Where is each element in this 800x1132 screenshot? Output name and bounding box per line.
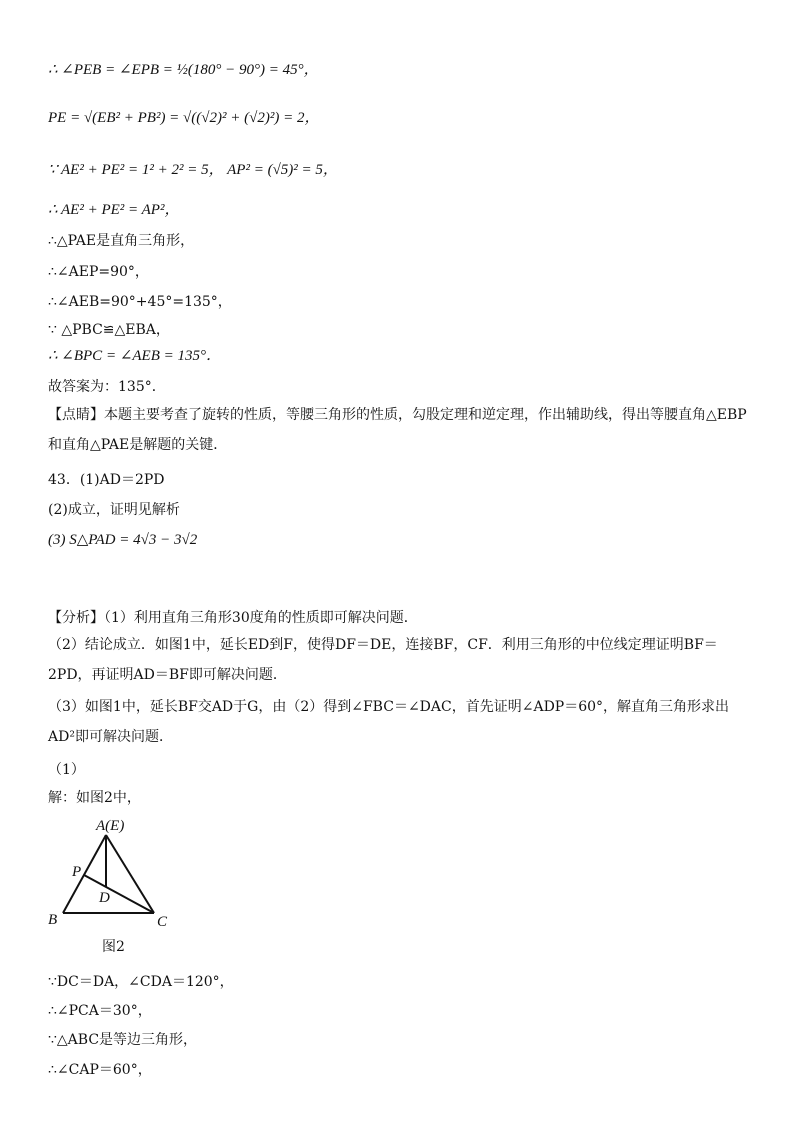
dianjing-paragraph: 【点睛】本题主要考查了旋转的性质，等腰三角形的性质，勾股定理和逆定理，作出辅助线，得出等腰直角△EBP和直角△PAE是解题的关键． bbox=[48, 407, 747, 453]
label-b: B bbox=[48, 912, 58, 928]
label-c: C bbox=[157, 914, 168, 930]
fenxi-1: 【分析】（1）利用直角三角形30度角的性质即可解决问题． bbox=[48, 610, 418, 626]
part1-label: （1） bbox=[48, 762, 85, 778]
segment-pc bbox=[84, 875, 154, 913]
line-pe-length: PE = √(EB² + PB²) = √((√2)² + (√2)²) = 2， bbox=[48, 110, 320, 126]
line-angle-aeb: ∴∠AEB=90°+45°=135°， bbox=[48, 294, 232, 310]
tail-line-2: ∴∠PCA＝30°， bbox=[48, 1003, 152, 1019]
line-right-triangle-pae: ∴△PAE是直角三角形， bbox=[48, 233, 195, 249]
line-ae-pe-ap: ∴ AE² + PE² = AP²， bbox=[48, 202, 180, 218]
answer-43-3: (3) S△PAD = 4√3 − 3√2 bbox=[48, 532, 198, 548]
tail-line-1: ∵DC＝DA，∠CDA＝120°， bbox=[48, 974, 234, 990]
solution-intro: 解：如图2中， bbox=[48, 790, 141, 806]
label-a: A(E) bbox=[96, 818, 125, 834]
line-angle-peb: ∴ ∠PEB = ∠EPB = ½(180° − 90°) = 45°， bbox=[48, 62, 319, 78]
answer-43-2: (2)成立，证明见解析 bbox=[48, 502, 180, 518]
label-d: D bbox=[99, 890, 110, 906]
line-since-ae-pe: ∵ AE² + PE² = 1² + 2² = 5， AP² = (√5)² = 5， bbox=[48, 162, 338, 178]
triangle-figure bbox=[40, 812, 190, 937]
fenxi-2: （2）结论成立．如图1中，延长ED到F，使得DF＝DE，连接BF，CF．利用三角形的中位线定理证明BF＝2PD，再证明AD＝BF即可解决问题． bbox=[48, 637, 718, 683]
line-angle-bpc: ∴ ∠BPC = ∠AEB = 135°． bbox=[48, 348, 221, 364]
side-ac bbox=[106, 835, 154, 913]
fenxi-3: （3）如图1中，延长BF交AD于G，由（2）得到∠FBC＝∠DAC，首先证明∠ADP＝60°，解直角三角形求出AD²即可解决问题． bbox=[48, 699, 730, 745]
figure-caption: 图2 bbox=[102, 939, 125, 955]
label-p: P bbox=[72, 864, 82, 880]
line-congruent: ∵ △PBC≌△EBA， bbox=[48, 322, 170, 338]
tail-line-4: ∴∠CAP＝60°， bbox=[48, 1062, 152, 1078]
line-answer: 故答案为：135°． bbox=[48, 379, 166, 395]
line-angle-aep: ∴∠AEP=90°， bbox=[48, 264, 149, 280]
answer-43-1: 43．(1)AD＝2PD bbox=[48, 472, 165, 488]
tail-line-3: ∵△ABC是等边三角形， bbox=[48, 1032, 198, 1048]
